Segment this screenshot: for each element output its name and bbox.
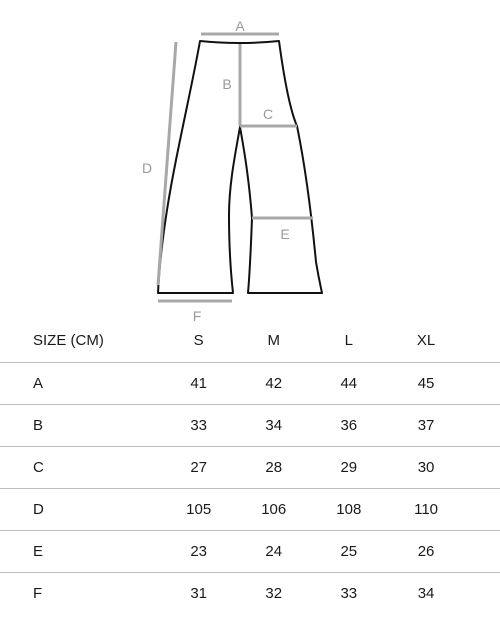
- table-row: [0, 446, 500, 488]
- cell-value: 25: [309, 530, 389, 572]
- cell-value: 36: [309, 404, 389, 446]
- cell-value: 27: [159, 446, 239, 488]
- label-a: A: [235, 18, 245, 34]
- cell-value: 26: [389, 530, 464, 572]
- cell-value: 28: [238, 446, 309, 488]
- size-header-m: M: [238, 320, 309, 362]
- cell-value: 32: [265, 584, 283, 602]
- cell-value: 44: [309, 362, 389, 404]
- cell-value: 37: [389, 404, 464, 446]
- table-row: [0, 404, 500, 446]
- row-label: E: [0, 530, 159, 572]
- table-row: [0, 530, 500, 572]
- cell-value: 24: [238, 530, 309, 572]
- cell-value: 34: [238, 404, 309, 446]
- cell-value: 41: [159, 362, 239, 404]
- size-header-row: [0, 320, 500, 362]
- label-f: F: [192, 308, 202, 324]
- row-label: A: [0, 362, 159, 404]
- row-spacer: [464, 446, 500, 488]
- row-label: D: [0, 488, 159, 530]
- label-d: D: [141, 160, 153, 176]
- header-spacer: [464, 320, 500, 362]
- table-row: [0, 488, 500, 530]
- cell-value: 33: [340, 584, 358, 602]
- size-chart-table: [0, 320, 500, 614]
- cell-value: 45: [389, 362, 464, 404]
- label-b: B: [222, 76, 232, 92]
- cell-value: 108: [309, 488, 389, 530]
- table-row: [0, 572, 500, 614]
- size-header-xl: XL: [389, 320, 464, 362]
- cell-value: 34: [417, 584, 435, 602]
- row-label: F: [33, 584, 43, 602]
- size-header-l: L: [309, 320, 389, 362]
- row-spacer: [464, 404, 500, 446]
- cell-value: 23: [159, 530, 239, 572]
- cell-value: 30: [389, 446, 464, 488]
- row-spacer: [464, 488, 500, 530]
- size-header-label: SIZE (CM): [0, 320, 159, 362]
- cell-value: 33: [159, 404, 239, 446]
- row-label: C: [0, 446, 159, 488]
- cell-value: 105: [159, 488, 239, 530]
- cell-value: 29: [309, 446, 389, 488]
- table-row: [0, 362, 500, 404]
- row-spacer: [464, 572, 500, 614]
- cell-value: 110: [389, 488, 464, 530]
- label-c: C: [262, 106, 274, 122]
- cell-value: 42: [238, 362, 309, 404]
- cell-value: 106: [238, 488, 309, 530]
- label-e: E: [280, 226, 290, 242]
- row-label: B: [0, 404, 159, 446]
- cell-value: 31: [190, 584, 208, 602]
- row-spacer: [464, 530, 500, 572]
- size-header-s: S: [159, 320, 239, 362]
- row-spacer: [464, 362, 500, 404]
